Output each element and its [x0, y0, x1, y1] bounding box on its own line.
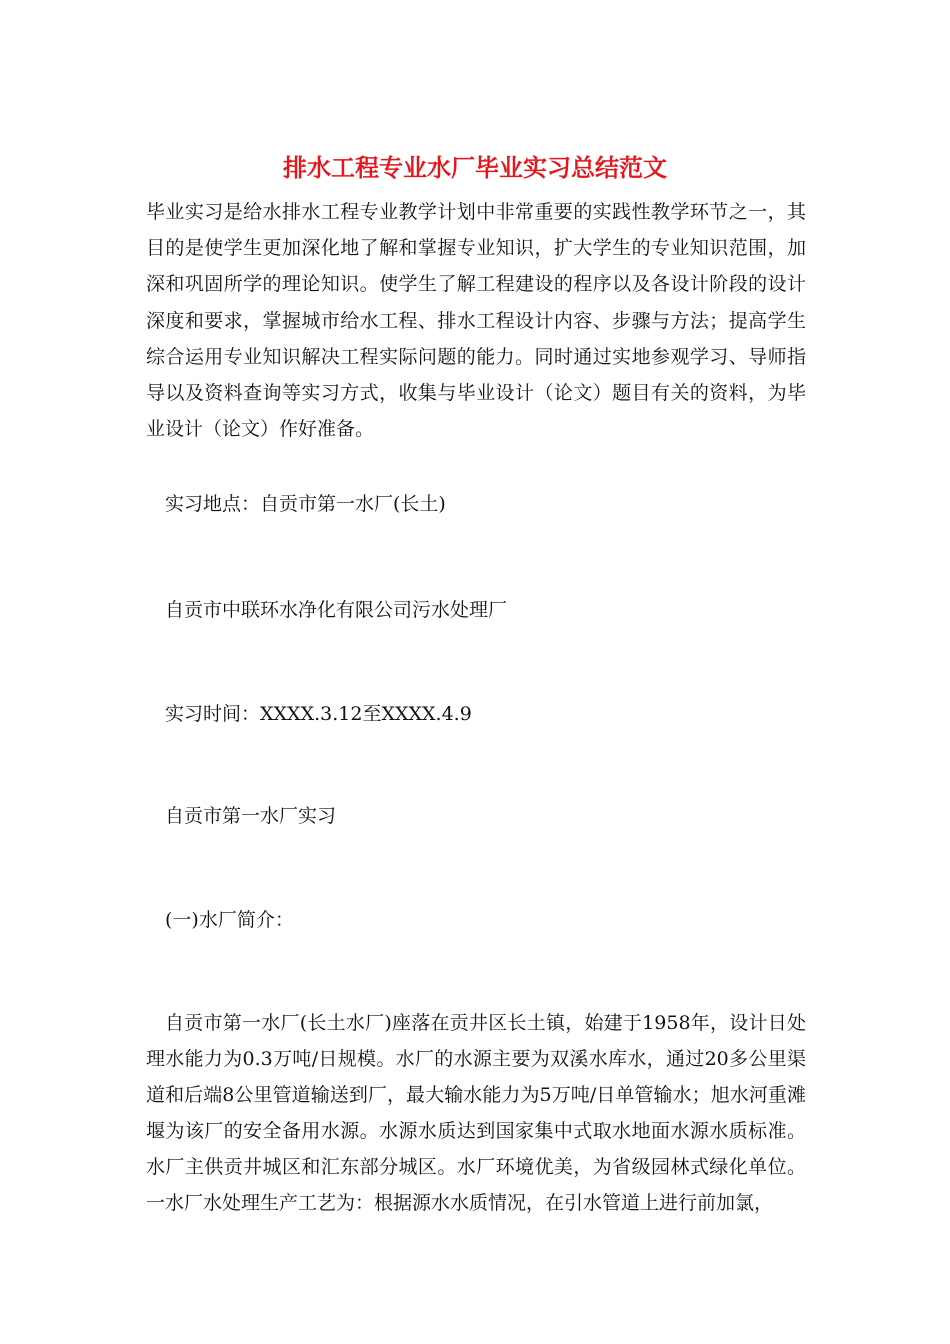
internship-location-line-2: 自贡市中联环水净化有限公司污水处理厂	[165, 599, 508, 621]
section-subheading: 自贡市第一水厂实习	[165, 805, 337, 827]
intro-paragraph: 毕业实习是给水排水工程专业教学计划中非常重要的实践性教学环节之一，其目的是使学生更加深化地了解和掌握专业知识，扩大学生的专业知识范围，加深和巩固所学的理论知识。使学生了解工程建设的程序以及各设计阶段的设计深度和要求，掌握城市给水工程、排水工程设计内容、步骤与方法；提高学生综合运用专业知识解决工程实际问题的能力。同时通过实地参观学习、导师指导以及资料查询等实习方式，收集与毕业设计（论文）题目有关的资料，为毕业设计（论文）作好准备。	[146, 201, 806, 441]
document-title: 排水工程专业水厂毕业实习总结范文	[283, 153, 667, 182]
internship-location-line: 实习地点：自贡市第一水厂(长土)	[165, 493, 446, 515]
section-body-paragraph: 自贡市第一水厂(长土水厂)座落在贡井区长土镇，始建于1958年，设计日处理水能力为0.3万吨/日规模。水厂的水源主要为双溪水库水，通过20多公里渠道和后端8公里管道输送到厂，最大输水能力为5万吨/日单管输水；旭水河重滩堰为该厂的安全备用水源。水源水质达到国家集中式取水地面水源水质标准。水厂主供贡井城区和汇东部分城区。水厂环境优美，为省级园林式绿化单位。一水厂水处理生产工艺为：根据源水水质情况，在引水管道上进行前加氯，	[146, 1012, 806, 1214]
section-heading: (一)水厂简介：	[165, 909, 294, 931]
internship-time-line: 实习时间：XXXX.3.12至XXXX.4.9	[165, 703, 472, 725]
